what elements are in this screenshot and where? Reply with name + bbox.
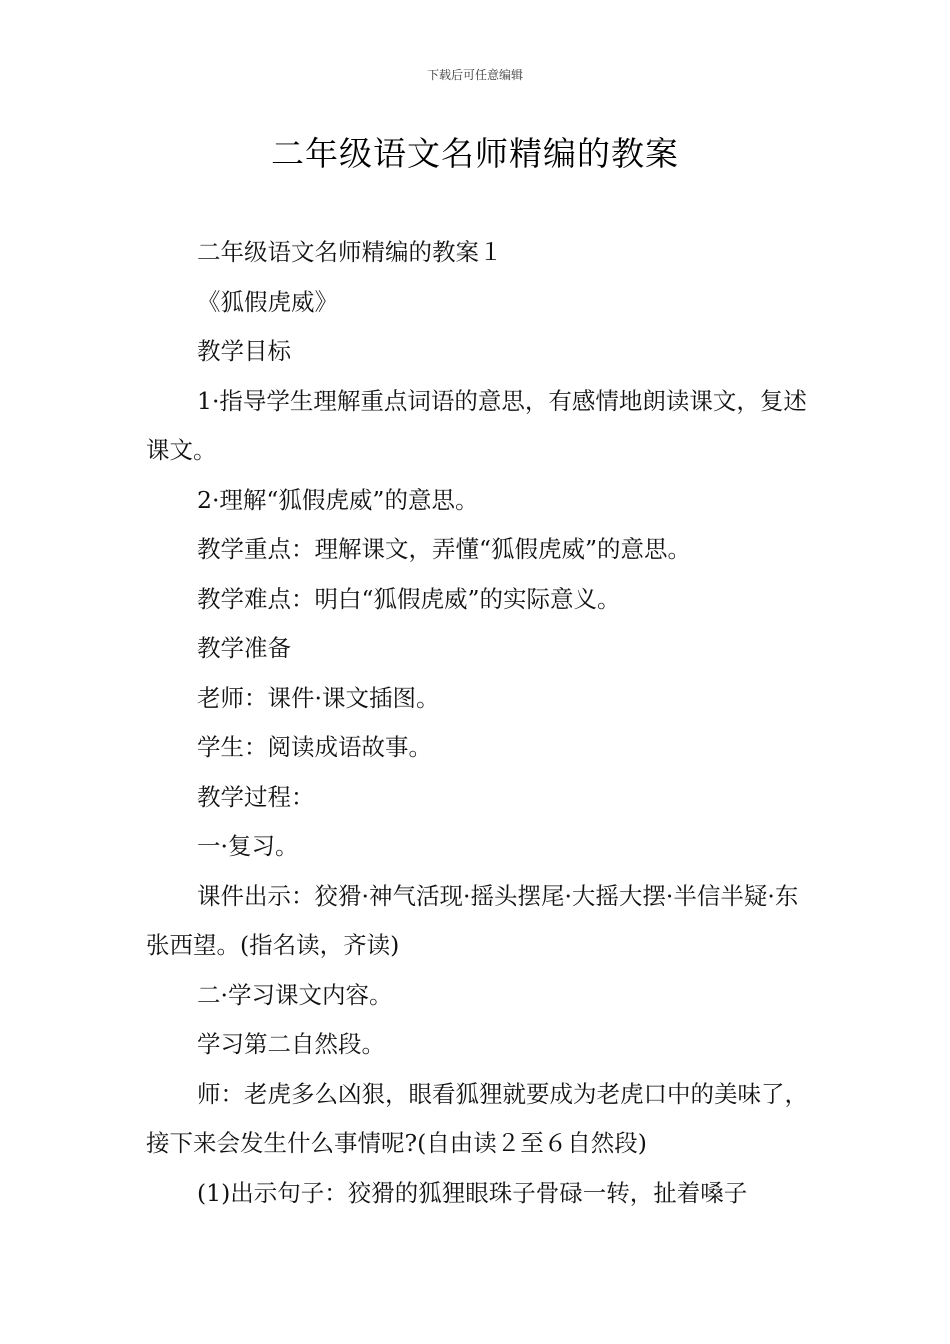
paragraph-teacher-question: 师：老虎多么凶狠，眼看狐狸就要成为老虎口中的美味了，接下来会发生什么事情呢?(自由读２至６自然段) — [146, 1079, 808, 1157]
paragraph-learn-content: 二·学习课文内容。 — [197, 980, 393, 1009]
paragraph-courseware: 课件出示：狡猾·神气活现·摇头摆尾·大摇大摆·半信半疑·东张西望。(指名读，齐读) — [146, 881, 799, 959]
paragraph-lesson-heading: 二年级语文名师精编的教案１ — [197, 238, 503, 266]
paragraph-goals-heading: 教学目标 — [197, 337, 291, 365]
paragraph-teacher-prep: 老师：课件·课文插图。 — [197, 683, 440, 712]
paragraph-key-points: 教学重点：理解课文，弄懂“狐假虎威”的意思。 — [197, 535, 692, 563]
document-body — [146, 228, 810, 1218]
paragraph-lesson-title: 《狐假虎威》 — [197, 287, 338, 316]
paragraph-goal-1: 1·指导学生理解重点词语的意思，有感情地朗读课文，复述课文。 — [146, 386, 807, 464]
document-title: 二年级语文名师精编的教案 — [271, 134, 679, 173]
paragraph-sentence-display: (1)出示句子：狡猾的狐狸眼珠子骨碌一转，扯着嗓子 — [197, 1178, 748, 1207]
header-note: 下载后可任意编辑 — [426, 68, 523, 82]
paragraph-student-prep: 学生：阅读成语故事。 — [197, 733, 432, 761]
paragraph-second-section: 学习第二自然段。 — [197, 1030, 385, 1058]
paragraph-process-heading: 教学过程： — [197, 782, 315, 811]
paragraph-difficulties: 教学难点：明白“狐假虎威”的实际意义。 — [197, 584, 621, 613]
paragraph-goal-2: 2·理解“狐假虎威”的意思。 — [197, 485, 479, 514]
paragraph-review: 一·复习。 — [197, 832, 299, 860]
paragraph-preparation-heading: 教学准备 — [197, 634, 291, 662]
